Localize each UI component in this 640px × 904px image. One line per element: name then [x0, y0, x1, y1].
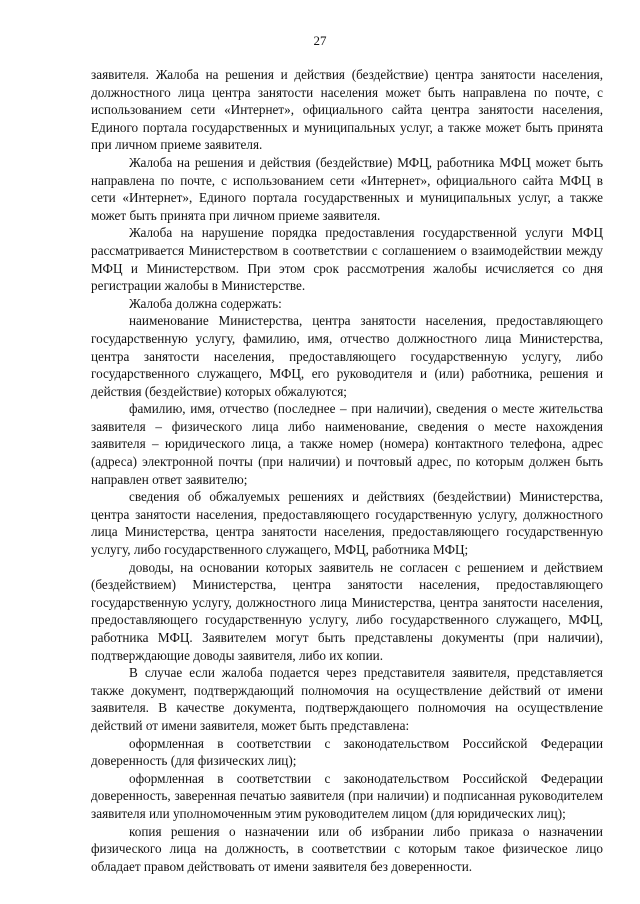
- body-text: [91, 66, 603, 875]
- paragraph-item-power-of-attorney-legal: оформленная в соответствии с законодательством Российской Федерации доверенность, заверенная печатью заявителя (при наличии) и подписанная руководителем заявителя или уполномоченным этим руководителем лицом (для юридических лиц);: [91, 770, 603, 821]
- paragraph-item-arguments: доводы, на основании которых заявитель не согласен с решением и действием (бездействием) Министерства, центра занятости населения, предоставляющего государственную услугу, должностного лица Министерства, центра занятости населения, предоставляющего государственную услугу, либо государственного служащего, МФЦ, работника МФЦ. Заявителем могут быть представлены документы (при наличии), подтверждающие доводы заявителя, либо их копии.: [91, 559, 603, 663]
- paragraph-item-appointment-copy: копия решения о назначении или об избрании либо приказа о назначении физического лица на должность, в соответствии с которым такое физическое лицо обладает правом действовать от имени заявителя без доверенности.: [91, 823, 603, 874]
- page-number: 27: [313, 33, 327, 48]
- paragraph-item-ministry-name: наименование Министерства, центра занятости населения, предоставляющего государственную услугу, фамилию, имя, отчество должностного лица Министерства, центра занятости населения, предоставляющего государственную услугу, либо государственного служащего, МФЦ, его руководителя и (или) работника, решения и действия (бездействие) которых обжалуются;: [91, 313, 603, 399]
- paragraph-complaint-mfc: Жалоба на решения и действия (бездействие) МФЦ, работника МФЦ может быть направлена по почте, с использованием сети «Интернет», официального сайта МФЦ в сети «Интернет», Единого портала государственных и муниципальных услуг, а также может быть принята при личном приеме заявителя.: [91, 154, 603, 223]
- paragraph-item-power-of-attorney-individuals: оформленная в соответствии с законодательством Российской Федерации доверенность (для физических лиц);: [91, 735, 603, 769]
- paragraph-item-appealed-decisions: сведения об обжалуемых решениях и действиях (бездействии) Министерства, центра занятости населения, предоставляющего государственную услугу, должностного лица Министерства, центра занятости населения, предоставляющего государственную услугу, либо государственного служащего, МФЦ, работника МФЦ;: [91, 489, 603, 558]
- paragraph-representative: В случае если жалоба подается через представителя заявителя, представляется также документ, подтверждающий полномочия на осуществление действий от имени заявителя. В качестве документа, подтверждающего полномочия на осуществление действий от имени заявителя, может быть представлена:: [91, 665, 603, 733]
- paragraph-item-applicant-details: фамилию, имя, отчество (последнее – при наличии), сведения о месте жительства заявителя – физического лица либо наименование, сведения о месте нахождения заявителя – юридического лица, а также номер (номера) контактного телефона, адрес (адреса) электронной почты (при наличии) и почтовый адрес, по которым должен быть направлен ответ заявителю;: [91, 401, 603, 487]
- paragraph-complaint-employment-center: заявителя. Жалоба на решения и действия (бездействие) центра занятости населения, должностного лица центра занятости населения может быть направлена по почте, с использованием сети «Интернет», официального сайта центра занятости населения, Единого портала государственных и муниципальных услуг, а также может быть принята при личном приеме заявителя.: [91, 67, 603, 153]
- paragraph-complaint-procedure-mfc: Жалоба на нарушение порядка предоставления государственной услуги МФЦ рассматривается Министерством в соответствии с соглашением о взаимодействии между МФЦ и Министерством. При этом срок рассмотрения жалобы исчисляется со дня регистрации жалобы в Министерстве.: [91, 225, 603, 294]
- paragraph-complaint-contents-intro: Жалоба должна содержать:: [129, 295, 282, 311]
